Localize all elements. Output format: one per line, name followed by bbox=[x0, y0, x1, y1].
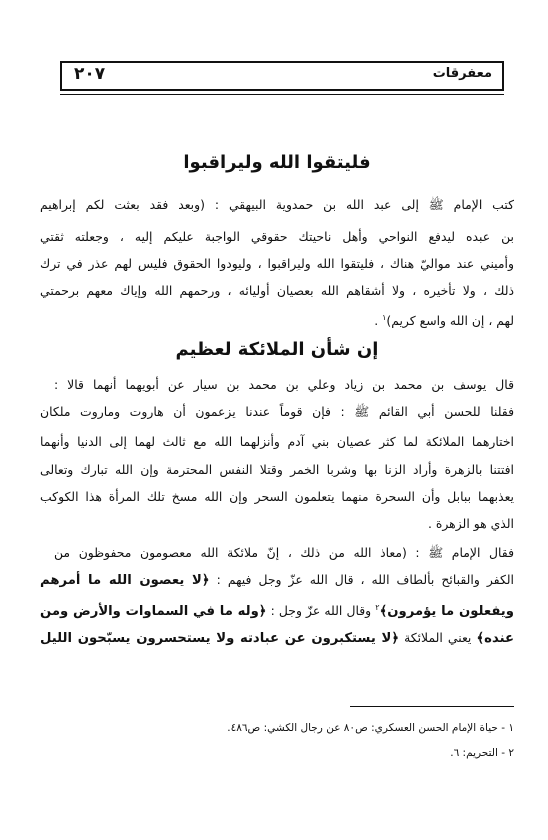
footnote-separator bbox=[350, 706, 514, 707]
paragraph-line bbox=[40, 598, 514, 622]
footnote-ref: ٢ bbox=[375, 603, 380, 612]
paragraph-text: يعني الملائكة bbox=[404, 630, 472, 645]
paragraph-line: الذي هو الزهرة . bbox=[427, 516, 514, 531]
footnote-number: ١ - bbox=[501, 722, 514, 734]
footnote-ref: ١ bbox=[382, 313, 387, 322]
page-header bbox=[60, 61, 504, 91]
paragraph-line: ذلك ، ولا تأخيره ، ولا أشقاهم الله بعصيان أوليائه ، ورحمهم الله وإياك معهم برحمتي bbox=[40, 283, 514, 298]
paragraph-text: وقال الله عزّ وجل : bbox=[270, 603, 372, 619]
paragraph-line: فقال الإمام ﷺ : (معاذ الله من ذلك ، إنّ ملائكة الله معصومون محفوظون من bbox=[54, 545, 514, 560]
footnote-number: ٢ - bbox=[501, 747, 514, 759]
paragraph-line: كتب الإمام ﷺ إلى عبد الله بن حمدوية البيهقي : (وبعد فقد بعثت لكم إبراهيم bbox=[40, 197, 514, 212]
page-number: ٢٠٧ bbox=[74, 64, 106, 84]
footnote-text: حياة الإمام الحسن العسكري: ص٨٠ عن رجال الكشي: ص٤٨٦. bbox=[227, 722, 498, 734]
quran-quote: ﴿وله ما في السماوات والأرض ومن bbox=[40, 604, 267, 620]
paragraph-text: الكفر والقبائح بألطاف الله ، قال الله عزّ وجل فيهم : bbox=[216, 572, 514, 587]
section-title-2: إن شأن الملائكة لعظيم bbox=[175, 339, 379, 360]
footnote bbox=[40, 722, 514, 734]
paragraph-line: افتتنا بالزهرة وأراد الزنا بها وشربا الخمر وقتلا النفس المحترمة وإن الله تبارك وتعالى bbox=[40, 462, 514, 477]
footnote-text: التحريم: ٦. bbox=[450, 747, 498, 759]
paragraph-line: قال يوسف بن محمد بن زياد وعلي بن محمد بن سيار عن أبويهما أنهما قالا : bbox=[54, 377, 514, 392]
paragraph-text: لهم ، إن الله واسع كريم) bbox=[386, 313, 514, 329]
paragraph-line: اختارهما الملائكة لما كثر عصيان بني آدم وأنزلهما الله مع ثالث لهما إلى الدنيا وأنهما bbox=[40, 434, 514, 449]
paragraph-line: فقلنا للحسن أبي القائم ﷺ : فإن قوماً عندنا يزعمون أن هاروت وماروت ملكان bbox=[40, 404, 514, 419]
paragraph-line: وأميني عند مواليّ هناك ، فليتقوا الله وليراقبوا ، وليودوا الحقوق فليس لهم عذر في ترك bbox=[40, 256, 514, 271]
quran-quote: عنده﴾ bbox=[476, 631, 514, 646]
quran-quote: ﴿لا يستكبرون عن عبادته ولا يستحسرون يسبّحون الليل bbox=[40, 631, 400, 646]
paragraph-line: يعذبهما ببابل وأن السحرة منهما يتعلمون السحر وإن الله مسخ تلك المرأة هذا الكوكب bbox=[40, 489, 514, 504]
paragraph-line bbox=[40, 628, 514, 649]
quran-quote: ﴿لا يعصون الله ما أمرهم bbox=[40, 573, 210, 588]
footnote bbox=[40, 747, 514, 759]
section-title-1: فليتقوا الله وليراقبوا bbox=[183, 152, 371, 173]
running-title: معفرقات bbox=[432, 66, 492, 81]
paragraph-line: بن عبده ليدفع النواحي وأهل ناحيتك حقوقي الواجبة عليكم إليه ، وجعلته ثقتي bbox=[40, 229, 514, 244]
paragraph-line bbox=[40, 570, 514, 591]
paragraph-line: لهم ، إن الله واسع كريم)$^١$ . bbox=[374, 313, 514, 329]
quran-quote: ويفعلون ما يؤمرون﴾ bbox=[379, 604, 514, 620]
